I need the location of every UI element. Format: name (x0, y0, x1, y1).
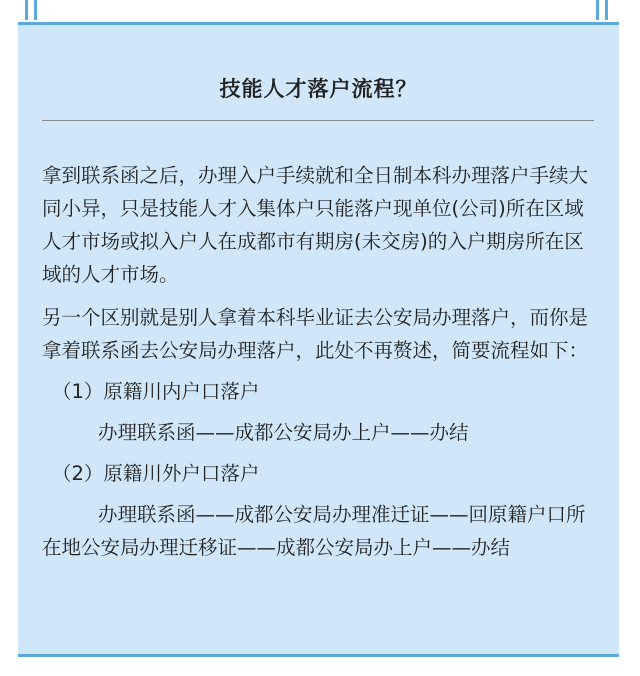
item1-flow: 办理联系函——成都公安局办上户——办结 (98, 421, 469, 444)
decoration-bar (34, 0, 37, 20)
card-content (42, 159, 602, 564)
item2-flow: 办理联系函——成都公安局办理准迁证——回原籍户口所在地公安局办理迁移证——成都公安局办上户——办结 (42, 503, 586, 559)
content-card (18, 22, 619, 657)
paragraph-intro: 拿到联系函之后，办理入户手续就和全日制本科办理落户手续大同小异，只是技能人才入集体户只能落户现单位(公司)所在区域人才市场或拟入户人在成都市有期房(未交房)的入户期房所在区域的人才市场。 (42, 164, 589, 286)
top-left-decoration (25, 0, 39, 20)
decoration-bar (596, 0, 599, 20)
decoration-bar (605, 0, 608, 20)
item2-heading: （2）原籍川外户口落户 (52, 462, 260, 485)
decoration-bar (25, 0, 28, 20)
title-divider (42, 120, 594, 121)
card-title: 技能人才落户流程？ (219, 77, 418, 101)
top-right-decoration (596, 0, 610, 20)
paragraph-difference: 另一个区别就是别人拿着本科毕业证去公安局办理落户，而你是拿着联系函去公安局办理落户，此处不再赘述，简要流程如下： (42, 306, 589, 362)
item1-heading: （1）原籍川内户口落户 (52, 380, 260, 403)
